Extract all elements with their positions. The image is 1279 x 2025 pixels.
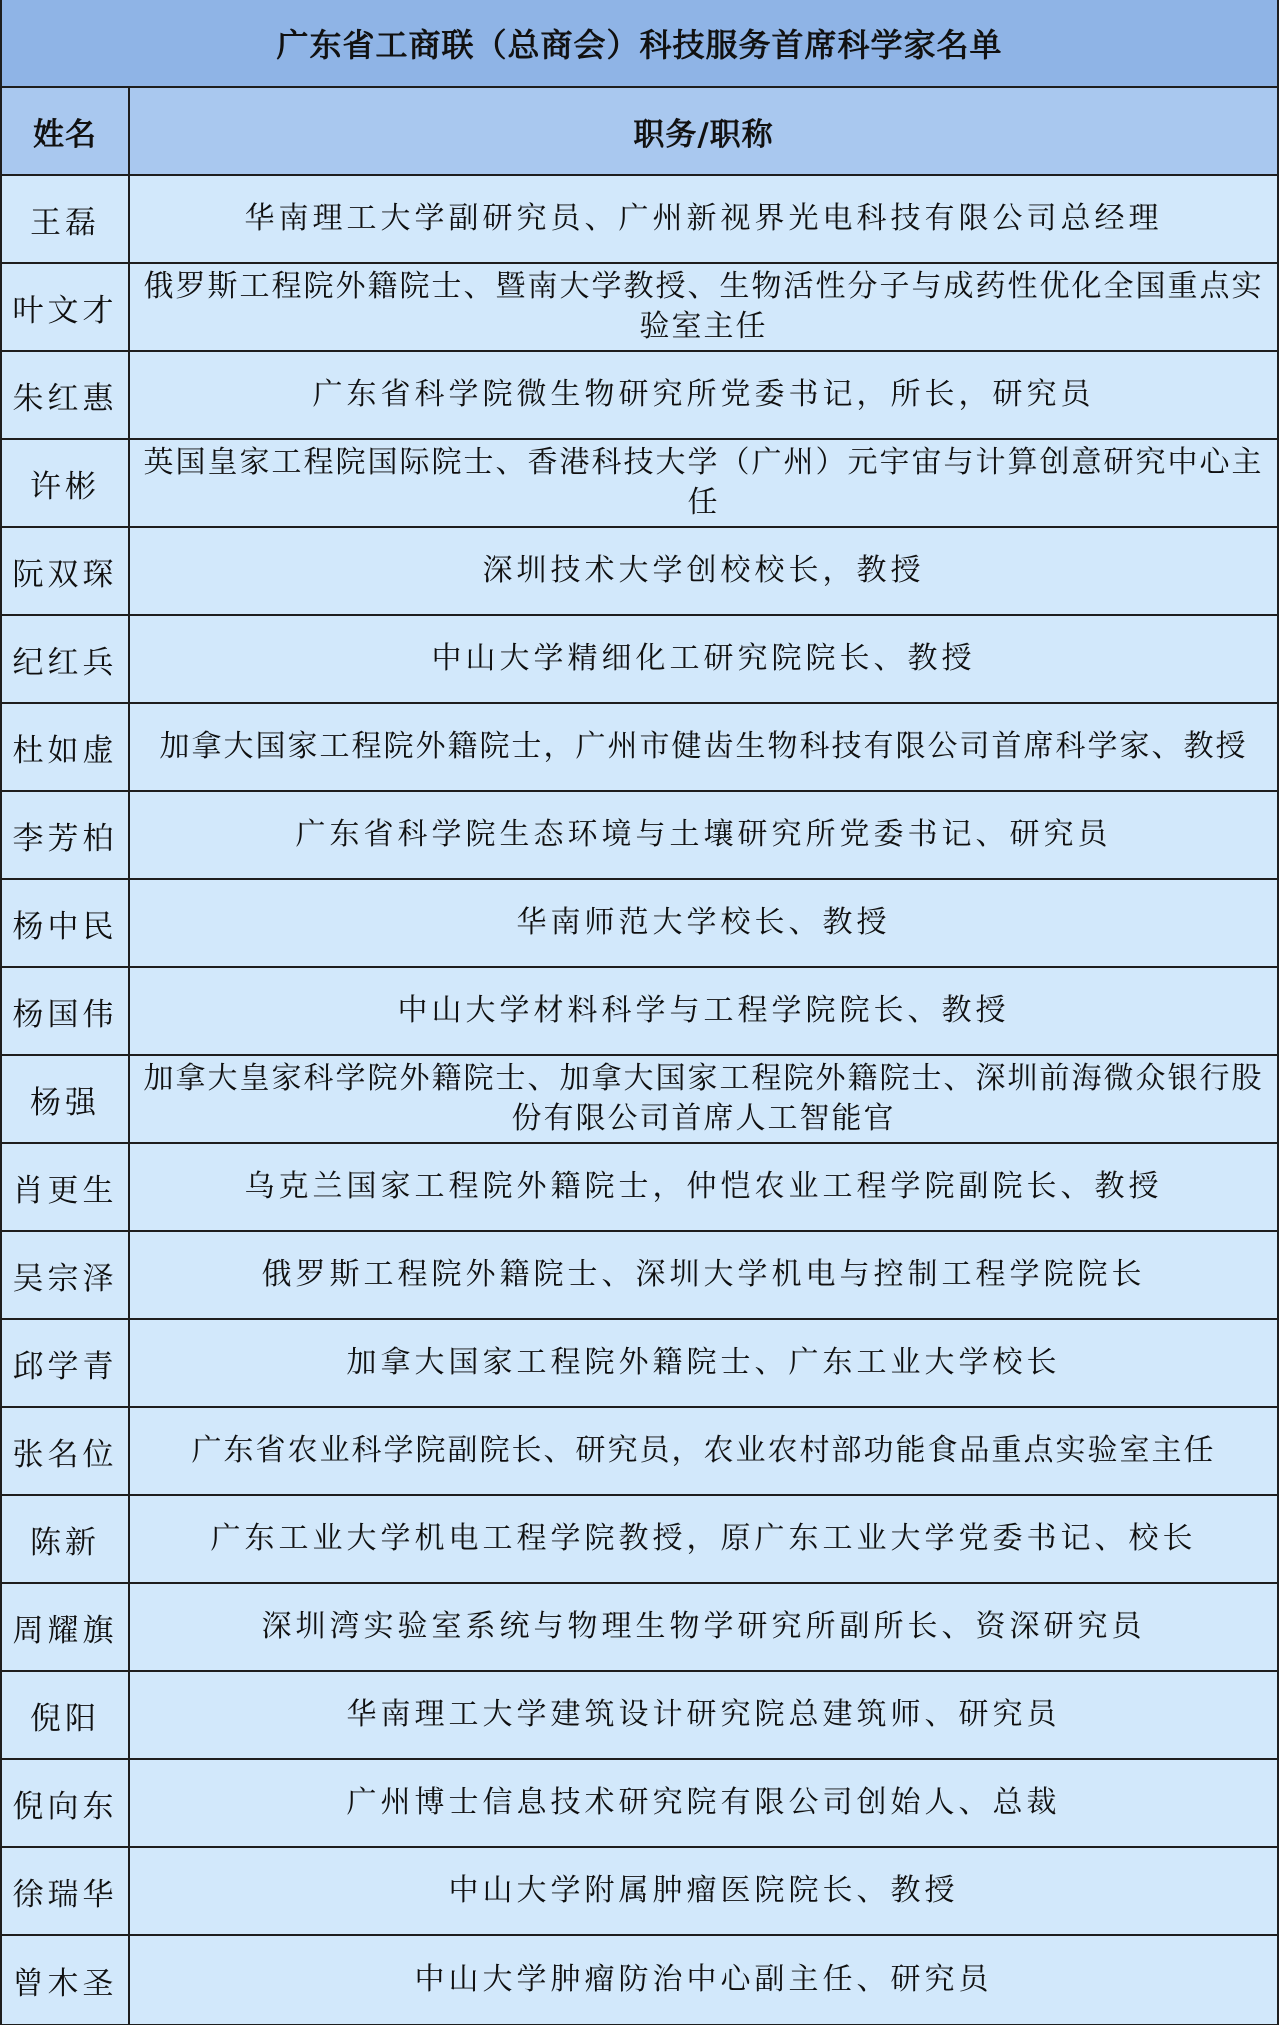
row-name: 张名位 bbox=[2, 1408, 130, 1496]
row-name: 许彬 bbox=[2, 440, 130, 528]
row-name: 朱红惠 bbox=[2, 352, 130, 440]
row-name: 纪红兵 bbox=[2, 616, 130, 704]
row-role: 中山大学材料科学与工程学院院长、教授 bbox=[130, 968, 1277, 1056]
row-name: 杜如虚 bbox=[2, 704, 130, 792]
header-name: 姓名 bbox=[2, 88, 130, 174]
row-name: 杨强 bbox=[2, 1056, 130, 1144]
row-role: 广东省科学院生态环境与土壤研究所党委书记、研究员 bbox=[130, 792, 1277, 880]
row-role: 俄罗斯工程院外籍院士、深圳大学机电与控制工程学院院长 bbox=[130, 1232, 1277, 1320]
table-header-row bbox=[2, 88, 1277, 176]
row-name: 周耀旗 bbox=[2, 1584, 130, 1672]
row-name: 阮双琛 bbox=[2, 528, 130, 616]
row-role: 俄罗斯工程院外籍院士、暨南大学教授、生物活性分子与成药性优化全国重点实验室主任 bbox=[130, 264, 1277, 352]
row-role: 广州博士信息技术研究院有限公司创始人、总裁 bbox=[130, 1760, 1277, 1848]
row-role: 华南师范大学校长、教授 bbox=[130, 880, 1277, 968]
row-name: 陈新 bbox=[2, 1496, 130, 1584]
row-role: 乌克兰国家工程院外籍院士，仲恺农业工程学院副院长、教授 bbox=[130, 1144, 1277, 1232]
row-role: 深圳湾实验室系统与物理生物学研究所副所长、资深研究员 bbox=[130, 1584, 1277, 1672]
row-name: 杨国伟 bbox=[2, 968, 130, 1056]
row-role: 广东工业大学机电工程学院教授，原广东工业大学党委书记、校长 bbox=[130, 1496, 1277, 1584]
table-title: 广东省工商联（总商会）科技服务首席科学家名单 bbox=[2, 0, 1277, 88]
row-name: 吴宗泽 bbox=[2, 1232, 130, 1320]
row-role: 加拿大皇家科学院外籍院士、加拿大国家工程院外籍院士、深圳前海微众银行股份有限公司首席人工智能官 bbox=[130, 1056, 1277, 1144]
row-name: 邱学青 bbox=[2, 1320, 130, 1408]
row-role: 华南理工大学建筑设计研究院总建筑师、研究员 bbox=[130, 1672, 1277, 1760]
row-name: 倪向东 bbox=[2, 1760, 130, 1848]
row-name: 杨中民 bbox=[2, 880, 130, 968]
row-name: 王磊 bbox=[2, 176, 130, 264]
row-role: 深圳技术大学创校校长，教授 bbox=[130, 528, 1277, 616]
row-name: 曾木圣 bbox=[2, 1936, 130, 2024]
row-role: 中山大学附属肿瘤医院院长、教授 bbox=[130, 1848, 1277, 1936]
row-role: 中山大学肿瘤防治中心副主任、研究员 bbox=[130, 1936, 1277, 2024]
row-role: 广东省科学院微生物研究所党委书记，所长，研究员 bbox=[130, 352, 1277, 440]
table-body bbox=[2, 176, 1277, 2024]
row-name: 徐瑞华 bbox=[2, 1848, 130, 1936]
row-role: 广东省农业科学院副院长、研究员，农业农村部功能食品重点实验室主任 bbox=[130, 1408, 1277, 1496]
row-name: 倪阳 bbox=[2, 1672, 130, 1760]
row-role: 英国皇家工程院国际院士、香港科技大学（广州）元宇宙与计算创意研究中心主任 bbox=[130, 440, 1277, 528]
row-name: 叶文才 bbox=[2, 264, 130, 352]
row-name: 李芳柏 bbox=[2, 792, 130, 880]
row-role: 加拿大国家工程院外籍院士，广州市健齿生物科技有限公司首席科学家、教授 bbox=[130, 704, 1277, 792]
row-role: 中山大学精细化工研究院院长、教授 bbox=[130, 616, 1277, 704]
row-role: 华南理工大学副研究员、广州新视界光电科技有限公司总经理 bbox=[130, 176, 1277, 264]
row-name: 肖更生 bbox=[2, 1144, 130, 1232]
header-role: 职务/职称 bbox=[633, 116, 774, 153]
row-role: 加拿大国家工程院外籍院士、广东工业大学校长 bbox=[130, 1320, 1277, 1408]
